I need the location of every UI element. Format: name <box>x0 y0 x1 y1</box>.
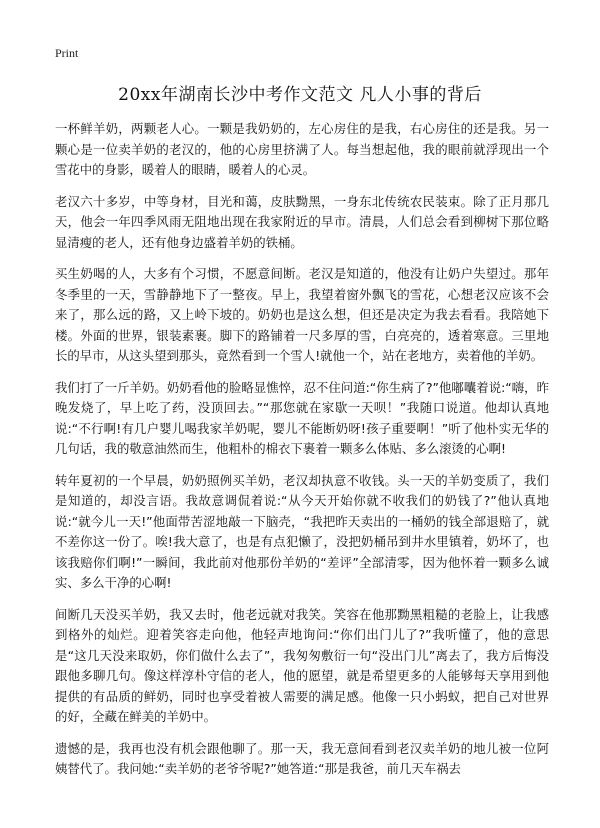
paragraph-2: 老汉六十多岁，中等身材，目光和蔼，皮肤黝黑，一身东北传统农民装束。除了正月那几天，他会一年四季风雨无阻地出现在我家附近的早市。清晨，人们总会看到柳树下那位略显清瘦的老人，还有他身边盛着羊奶的铁桶。 <box>55 193 549 250</box>
print-link[interactable]: Print <box>55 46 79 60</box>
page-title: 20xx年湖南长沙中考作文范文 凡人小事的背后 <box>118 85 482 105</box>
paragraph-5: 转年夏初的一个早晨，奶奶照例买羊奶，老汉却执意不收钱。头一天的羊奶变质了，我们是知道的，却没言语。我故意调侃着说:“从今天开始你就不收我们的奶钱了?”他认真地说:“就今儿一天!”他面带苦涩地敲一下脑壳，“我把昨天卖出的一桶奶的钱全部退赔了，就不差你这一份了。唉!我大意了，也是有点犯懒了，没把奶桶吊到井水里镇着，奶坏了，也该我赔你们啊!”一瞬间，我此前对他那份羊奶的“差评”全部清零，因为他怀着一颗多么诚实、多么干净的心啊! <box>55 472 549 590</box>
paragraph-6: 间断几天没买羊奶，我又去时，他老远就对我笑。笑容在他那黝黑粗糙的老脸上，让我感到格外的灿烂。迎着笑容走向他，他轻声地询问:“你们出门儿了?”我听懂了，他的意思是“这几天没来取奶，你们做什么去了”，我匆匆敷衍一句“没出门儿”离去了，我方后悔没跟他多聊几句。像这样淳朴守信的老人，他的愿望，就是希望更多的人能够每天享用到他提供的有品质的鲜奶，同时也享受着被人需要的满足感。他像一只小蚂蚁，把自己对世界的好，全藏在鲜美的羊奶中。 <box>55 606 549 724</box>
paragraph-3: 买生奶喝的人，大多有个习惯，不愿意间断。老汉是知道的，他没有让奶户失望过。那年冬季里的一天，雪静静地下了一整夜。早上，我望着窗外飘飞的雪花，心想老汉应该不会来了，那么远的路，又上岭下坡的。奶奶也是这么想，但还是决定为我去看看。我陪她下楼。外面的世界，银装素裹。脚下的路铺着一尺多厚的雪，白亮亮的，透着寒意。三里地长的早市，从这头望到那头，竟然看到一个雪人!就他一个，站在老地方，卖着他的羊奶。 <box>55 266 549 363</box>
article-body <box>55 119 549 791</box>
paragraph-1: 一杯鲜羊奶，两颗老人心。一颗是我奶奶的，左心房住的是我，右心房住的还是我。另一颗心是一位卖羊奶的老汉的，他的心房里挤满了人。每当想起他，我的眼前就浮现出一个雪花中的身影，暖着人的眼睛，暖着人的心灵。 <box>55 121 549 177</box>
paragraph-7: 遗憾的是，我再也没有机会跟他聊了。那一天，我无意间看到老汉卖羊奶的地儿被一位阿姨替代了。我问她:“卖羊奶的老爷爷呢?”她答道:“那是我爸，前几天车祸去 <box>55 740 549 776</box>
paragraph-4: 我们打了一斤羊奶。奶奶看他的脸略显憔悴，忍不住问道:“你生病了?”他嘟囔着说:“嗨，昨晚发烧了，早上吃了药，没顶回去。”“那您就在家歇一天呗！”我随口说道。他却认真地说:“不行啊!有几户婴儿喝我家羊奶呢，婴儿不能断奶呀!孩子重要啊！”听了他朴实无华的几句话，我的敬意油然而生，他粗朴的棉衣下裹着一颗多么体贴、多么滚烫的心啊! <box>55 379 549 456</box>
